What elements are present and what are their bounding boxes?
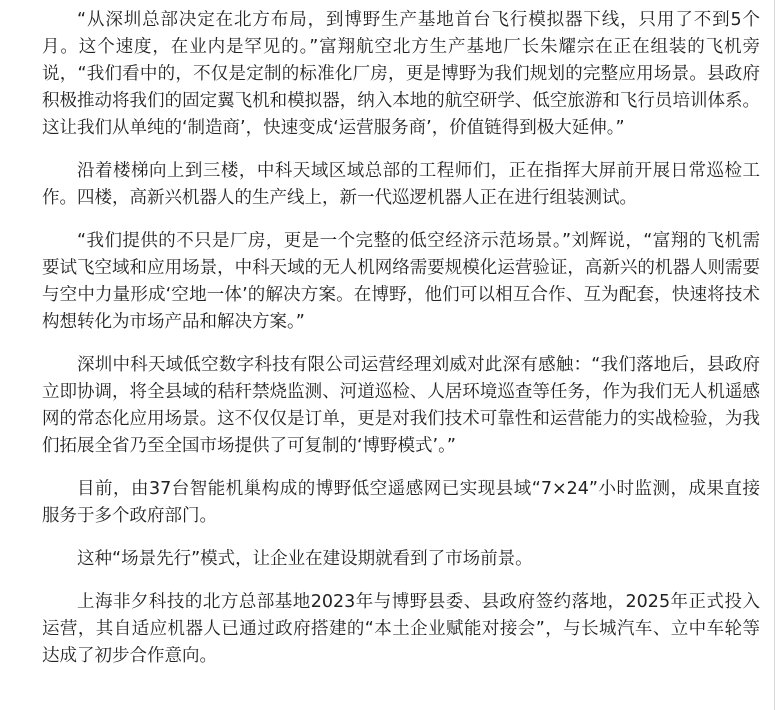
paragraph-6: 这种“场景先行”模式，让企业在建设期就看到了市场前景。: [77, 549, 533, 569]
paragraph-4: 深圳中科天域低空数字科技有限公司运营经理刘威对此深有感触：“我们落地后，县政府立即协调，将全县域的秸秆禁烧监测、河道巡检、人居环境巡查等任务，作为我们无人机遥感网的常态化应用场景。这不仅仅是订单，更是对我们技术可靠性和运营能力的实战检验，为我们拓展全省乃至全国市场提供了可复制的‘博野模式’。”: [42, 355, 760, 456]
paragraph-7: 上海非夕科技的北方总部基地2023年与博野县委、县政府签约落地，2025年正式投入运营，其自适应机器人已通过政府搭建的“本土企业赋能对接会”，与长城汽车、立中车轮等达成了初步合作意向。: [42, 592, 760, 666]
paragraph-2: 沿着楼梯向上到三楼，中科天域区域总部的工程师们，正在指挥大屏前开展日常巡检工作。四楼，高新兴机器人的生产线上，新一代巡逻机器人正在进行组装测试。: [42, 161, 760, 208]
paragraph-3: “我们提供的不只是厂房，更是一个完整的低空经济示范场景。”刘辉说，“富翔的飞机需要试飞空域和应用场景，中科天域的无人机网络需要规模化运营验证，高新兴的机器人则需要与空中力量形成‘空地一体’的解决方案。在博野，他们可以相互合作、互为配套，快速将技术构想转化为市场产品和解决方案。”: [42, 231, 760, 332]
paragraph-5: 目前，由37台智能机巢构成的博野低空遥感网已实现县域“7×24”小时监测，成果直接服务于多个政府部门。: [42, 479, 760, 526]
paragraph-1: “从深圳总部决定在北方布局，到博野生产基地首台飞行模拟器下线，只用了不到5个月。这个速度，在业内是罕见的。”富翔航空北方生产基地厂长朱耀宗在正在组装的飞机旁说，“我们看中的，不仅是定制的标准化厂房，更是博野为我们规划的完整应用场景。县政府积极推动将我们的固定翼飞机和模拟器，纳入本地的航空研学、低空旅游和飞行员培训体系。这让我们从单纯的‘制造商’，快速变成‘运营服务商’，价值链得到极大延伸。”: [42, 10, 760, 138]
